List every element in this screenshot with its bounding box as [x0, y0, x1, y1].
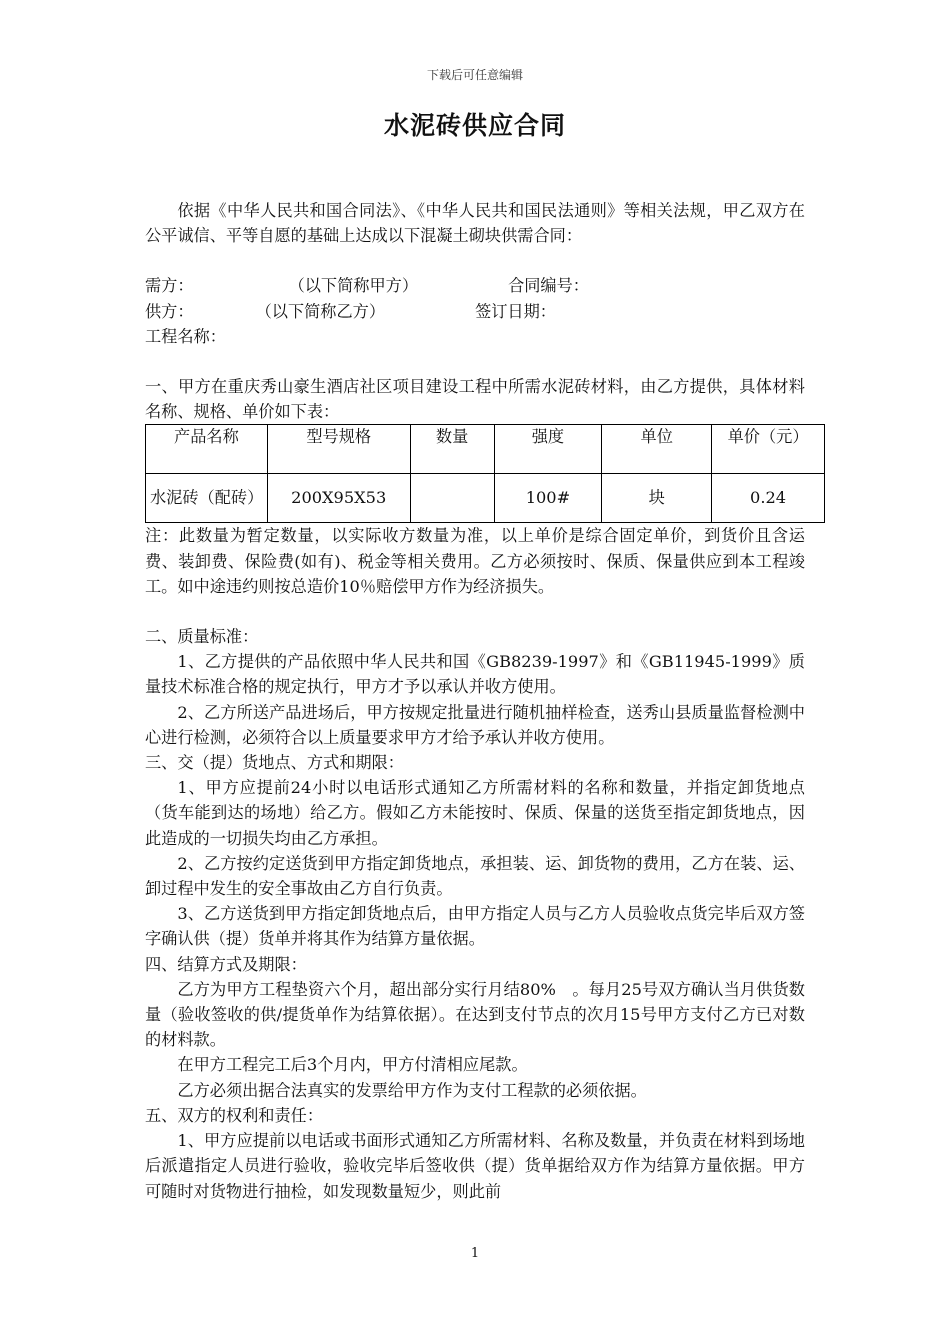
section1-text: 一、甲方在重庆秀山豪生酒店社区项目建设工程中所需水泥砖材料，由乙方提供，具体材料名称、规格、单价如下表： — [145, 377, 805, 422]
section5-heading: 五、双方的权利和责任： — [145, 1105, 324, 1125]
supply-alias: （以下简称乙方） — [255, 301, 386, 321]
intro-paragraph: 依据《中华人民共和国合同法》、《中华人民共和国民法通则》等相关法规，甲乙双方在公平诚信、平等自愿的基础上达成以下混凝土砌块供需合同： — [145, 201, 805, 246]
section2-paragraph: 1、乙方提供的产品依照中华人民共和国《GB8239-1997》和《GB11945-1999》质量技术标准合格的规定执行，甲方才予以承认并收方使用。 — [145, 652, 805, 697]
table-cell: 100# — [494, 474, 602, 523]
table-header-cell: 数量 — [410, 425, 494, 474]
section4-paragraph: 乙方为甲方工程垫资六个月，超出部分实行月结80% 。每月25号双方确认当月供货数量（验收签收的供/提货单作为结算依据）。在达到支付节点的次月15号甲方支付乙方已对数的材料款。 — [145, 979, 805, 1050]
section2-heading: 二、质量标准： — [145, 627, 259, 647]
table-row — [146, 474, 825, 523]
section4-paragraph: 在甲方工程完工后3个月内，甲方付清相应尾款。 — [177, 1055, 528, 1075]
section4-heading: 四、结算方式及期限： — [145, 954, 307, 974]
document-title: 水泥砖供应合同 — [383, 111, 566, 140]
page-number: 1 — [470, 1246, 480, 1261]
section2-paragraph: 2、乙方所送产品进场后，甲方按规定批量进行随机抽样检查，送秀山县质量监督检测中心进行检测，必须符合以上质量要求甲方才给予承认并收方使用。 — [145, 702, 805, 747]
table-header-cell: 型号规格 — [267, 425, 410, 474]
demand-label: 需方： — [145, 276, 194, 296]
table-cell: 块 — [602, 474, 712, 523]
table-header-cell: 产品名称 — [146, 425, 268, 474]
project-name-label: 工程名称： — [145, 326, 226, 346]
section1-note: 注：此数量为暂定数量，以实际收方数量为准，以上单价是综合固定单价，到货价且含运费、装卸费、保险费(如有)、税金等相关费用。乙方必须按时、保质、保量供应到本工程竣工。如中途违约则按总造价10％赔偿甲方作为经济损失。 — [145, 526, 805, 596]
table-cell: 0.24 — [712, 474, 825, 523]
section3-paragraph: 3、乙方送货到甲方指定卸货地点后，由甲方指定人员与乙方人员验收点货完毕后双方签字确认供（提）货单并将其作为结算方量依据。 — [145, 904, 805, 949]
table-cell — [410, 474, 494, 523]
table-header-cell: 强度 — [494, 425, 602, 474]
section3-paragraph: 1、甲方应提前24小时以电话形式通知乙方所需材料的名称和数量，并指定卸货地点（货车能到达的场地）给乙方。假如乙方未能按时、保质、保量的送货至指定卸货地点，因此造成的一切损失均由乙方承担。 — [145, 778, 805, 848]
table-cell: 200X95X53 — [267, 474, 410, 523]
section3-paragraph: 2、乙方按约定送货到甲方指定卸货地点，承担装、运、卸货物的费用，乙方在装、运、卸过程中发生的安全事故由乙方自行负责。 — [145, 853, 805, 899]
demand-line — [145, 273, 805, 298]
table-header-cell: 单价（元） — [712, 425, 825, 474]
table-cell: 水泥砖（配砖） — [146, 474, 268, 523]
sign-date-label: 签订日期： — [475, 301, 556, 321]
demand-alias: （以下简称甲方） — [288, 276, 419, 296]
contract-body — [145, 198, 809, 1204]
section4-paragraph: 乙方必须出据合法真实的发票给甲方作为支付工程款的必须依据。 — [177, 1080, 647, 1100]
table-header-cell: 单位 — [602, 425, 712, 474]
header-note: 下载后可任意编辑 — [426, 68, 523, 82]
supply-label: 供方： — [145, 301, 194, 321]
supply-line — [145, 299, 805, 324]
contract-number-label: 合同编号： — [508, 276, 589, 296]
section5-paragraph: 1、甲方应提前以电话或书面形式通知乙方所需材料、名称及数量，并负责在材料到场地后派遣指定人员进行验收，验收完毕后签收供（提）货单据给双方作为结算方量依据。甲方可随时对货物进行抽检，如发现数量短少，则此前 — [145, 1131, 805, 1201]
table-header-row — [146, 425, 825, 474]
material-table — [145, 424, 825, 523]
section3-heading: 三、交（提）货地点、方式和期限： — [145, 753, 404, 773]
